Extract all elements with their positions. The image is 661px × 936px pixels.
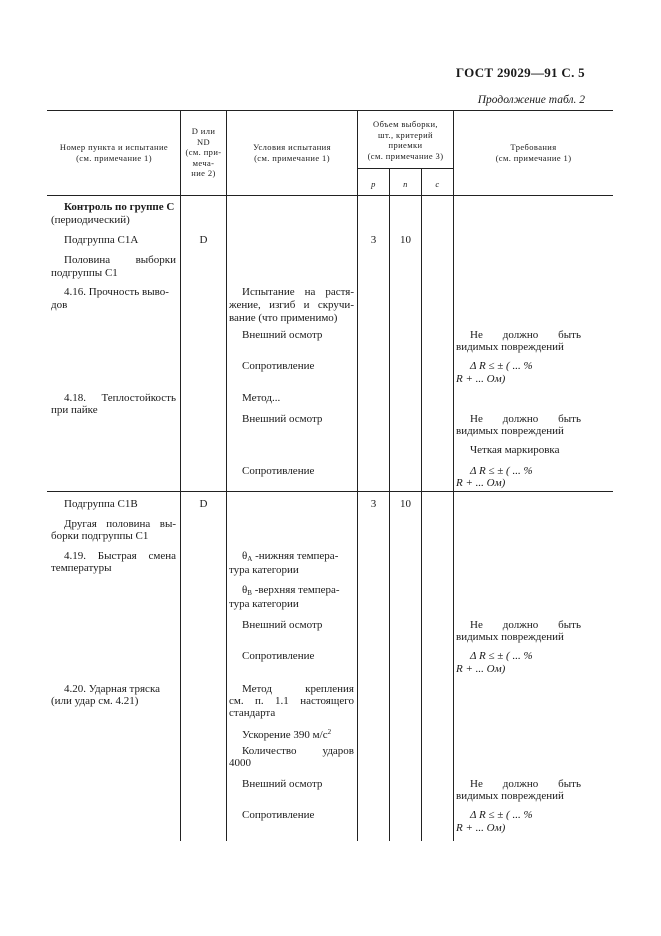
item-4-19-req-resistance-2: R + ... Ом) <box>456 663 506 675</box>
sample-subheader-line <box>357 168 453 169</box>
subgroup-c1b-label: Подгруппа С1В <box>64 498 138 510</box>
header-dnd: D или ND (см. при- меча- ние 2) <box>185 126 222 178</box>
half-sample-text-2: подгруппы С1 <box>51 267 118 279</box>
item-4-18-req-visual: Не должно быть <box>470 413 581 425</box>
item-4-20-visual: Внешний осмотр <box>242 778 323 790</box>
table-top-border <box>47 110 613 111</box>
col-divider-1 <box>180 111 181 841</box>
item-4-16-resistance: Сопротивление <box>242 360 315 372</box>
item-4-16-req-resistance-2: R + ... Ом) <box>456 373 506 385</box>
item-4-20-title: 4.20. Ударная тряска <box>64 683 160 695</box>
item-4-18-title-2: при пайке <box>51 404 98 416</box>
item-4-20-method-2: см. п. 1.1 настоящего <box>229 695 354 707</box>
subgroup-c1a-dnd: D <box>199 234 208 246</box>
subgroup-c1a-label: Подгруппа С1А <box>64 234 139 246</box>
subgroup-c1b-p: 3 <box>370 498 377 510</box>
item-4-19-resistance: Сопротивление <box>242 650 315 662</box>
header-requirements: Требования (см. примечание 1) <box>495 142 572 163</box>
header-n: n <box>403 179 408 189</box>
item-4-20-req-resistance: Δ R ≤ ± ( ... % <box>470 809 533 821</box>
item-4-16-req-visual-2: видимых повреждений <box>456 341 564 353</box>
subgroup-c1b-dnd: D <box>199 498 208 510</box>
item-4-16-conditions-3: вание (что применимо) <box>229 312 338 324</box>
item-4-16-title-2: дов <box>51 299 68 311</box>
item-4-16-req-resistance: Δ R ≤ ± ( ... % <box>470 360 533 372</box>
item-4-18-resistance: Сопротивление <box>242 465 315 477</box>
item-4-18-method: Метод... <box>242 392 281 404</box>
item-4-19-theta-a-2: тура категории <box>229 564 299 576</box>
item-4-19-title: 4.19. Быстрая смена <box>64 550 176 562</box>
item-4-20-req-visual: Не должно быть <box>470 778 581 790</box>
item-4-20-req-visual-2: видимых повреждений <box>456 790 564 802</box>
header-c: c <box>435 179 440 189</box>
header-conditions: Условия испытания (см. примечание 1) <box>253 142 331 163</box>
item-4-16-conditions-2: жение, изгиб и скручи- <box>229 299 354 311</box>
group-c-title: Контроль по группе С <box>64 201 175 213</box>
group-c-periodic: (периодический) <box>51 214 130 226</box>
item-4-19-theta-a: $\theta_A$ -нижняя темпера- <box>242 550 339 563</box>
other-half-text: Другая половина вы- <box>64 518 176 530</box>
item-4-20-method: Метод крепления <box>242 683 354 695</box>
item-4-18-req-visual-2: видимых повреждений <box>456 425 564 437</box>
subgroup-c1b-n: 10 <box>400 498 411 510</box>
col-divider-4 <box>453 111 454 841</box>
item-4-19-title-2: температуры <box>51 562 112 574</box>
item-4-16-conditions: Испытание на растя- <box>242 286 354 298</box>
subgroup-c1a-n: 10 <box>400 234 411 246</box>
header-sample: Объем выборки, шт., критерий приемки (см. примечание 3) <box>367 119 444 161</box>
item-4-18-req-resistance-2: R + ... Ом) <box>456 477 506 489</box>
item-4-19-req-visual-2: видимых повреждений <box>456 631 564 643</box>
item-4-20-count-2: 4000 <box>229 757 251 769</box>
item-4-20-resistance: Сопротивление <box>242 809 315 821</box>
item-4-20-method-3: стандарта <box>229 707 276 719</box>
item-4-19-visual: Внешний осмотр <box>242 619 323 631</box>
col-divider-n <box>421 168 422 841</box>
item-4-16-title: 4.16. Прочность выво- <box>64 286 169 298</box>
item-4-18-req-resistance: Δ R ≤ ± ( ... % <box>470 465 533 477</box>
item-4-20-acceleration: Ускорение 390 $м/с^2$ <box>242 728 332 741</box>
item-4-18-title: 4.18. Теплостойкость <box>64 392 176 404</box>
item-4-20-count: Количество ударов <box>242 745 354 757</box>
table-continuation-label: Продолжение табл. 2 <box>477 94 585 106</box>
other-half-text-2: борки подгруппы С1 <box>51 530 149 542</box>
col-divider-3 <box>357 111 358 841</box>
item-4-19-theta-b-2: тура категории <box>229 598 299 610</box>
item-4-19-req-visual: Не должно быть <box>470 619 581 631</box>
item-4-20-title-2: (или удар см. 4.21) <box>51 695 139 707</box>
col-divider-2 <box>226 111 227 841</box>
item-4-18-marking: Четкая маркировка <box>470 444 560 456</box>
item-4-19-theta-b: $\theta_B$ -верхняя темпера- <box>242 584 340 597</box>
half-sample-text: Половина выборки <box>64 254 176 266</box>
header-p: p <box>371 179 376 189</box>
header-item: Номер пункта и испытание (см. примечание 1) <box>59 142 169 163</box>
item-4-16-visual: Внешний осмотр <box>242 329 323 341</box>
item-4-18-visual: Внешний осмотр <box>242 413 323 425</box>
subgroup-c1a-p: 3 <box>370 234 377 246</box>
item-4-16-req-visual: Не должно быть <box>470 329 581 341</box>
header-bottom-border <box>47 195 613 196</box>
item-4-19-req-resistance: Δ R ≤ ± ( ... % <box>470 650 533 662</box>
group-separator-line <box>47 491 613 492</box>
item-4-20-req-resistance-2: R + ... Ом) <box>456 822 506 834</box>
document-title: ГОСТ 29029—91 С. 5 <box>455 65 585 80</box>
